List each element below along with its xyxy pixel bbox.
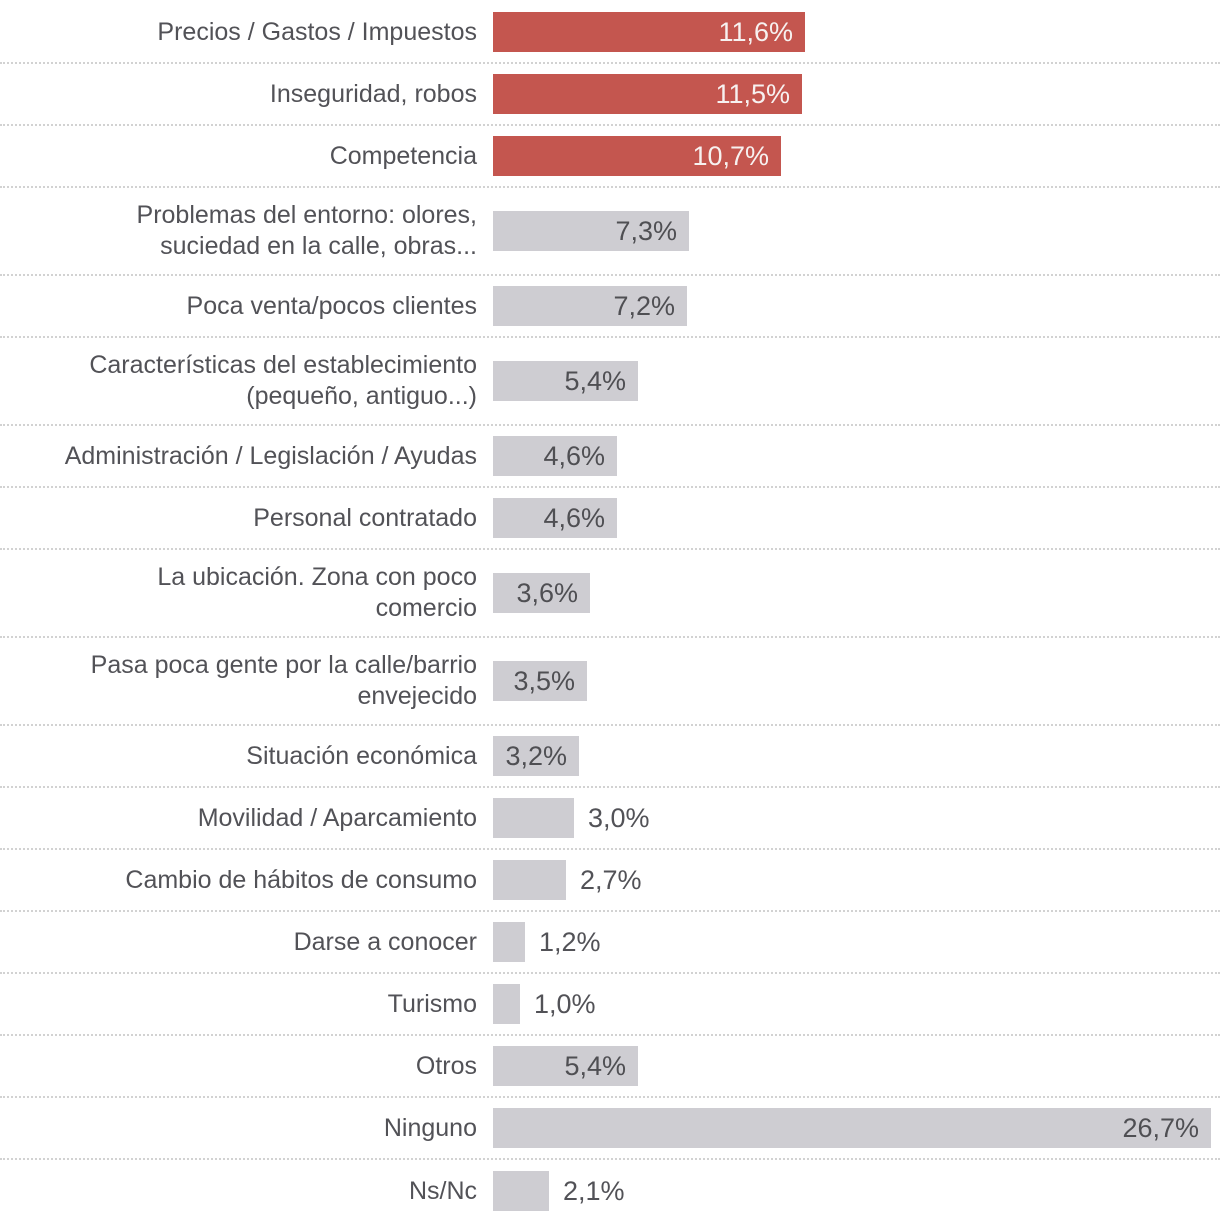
bar-track bbox=[493, 74, 1220, 114]
value-label: 3,2% bbox=[505, 741, 567, 771]
chart-row bbox=[0, 1036, 1220, 1098]
bar-track bbox=[493, 286, 1220, 326]
bar-track bbox=[493, 361, 1220, 401]
value-label: 2,7% bbox=[580, 865, 642, 895]
category-label: Darse a conocer bbox=[293, 927, 477, 956]
chart-row bbox=[0, 788, 1220, 850]
bar-track bbox=[493, 798, 1220, 838]
chart-row bbox=[0, 726, 1220, 788]
chart-row bbox=[0, 1160, 1220, 1222]
value-label: 4,6% bbox=[543, 503, 605, 533]
bar-track bbox=[493, 736, 1220, 776]
category-label: Personal contratado bbox=[253, 503, 477, 532]
bar bbox=[493, 984, 596, 1024]
category-label: La ubicación. Zona con poco comercio bbox=[157, 563, 477, 622]
value-label: 5,4% bbox=[564, 1051, 626, 1081]
category-label: Precios / Gastos / Impuestos bbox=[157, 17, 477, 46]
bar-track bbox=[493, 211, 1220, 251]
value-label: 3,6% bbox=[516, 578, 578, 608]
bar bbox=[493, 1171, 625, 1211]
value-label: 10,7% bbox=[692, 141, 769, 171]
value-label: 1,2% bbox=[539, 927, 601, 957]
bar bbox=[493, 798, 650, 838]
value-label: 5,4% bbox=[564, 366, 626, 396]
bar bbox=[493, 922, 601, 962]
bar-track bbox=[493, 860, 1220, 900]
category-label: Movilidad / Aparcamiento bbox=[197, 803, 477, 832]
category-label: Características del establecimiento (pequeño, antiguo...) bbox=[89, 351, 477, 410]
bar-track bbox=[493, 12, 1220, 52]
category-label: Turismo bbox=[387, 989, 477, 1018]
category-label: Poca venta/pocos clientes bbox=[186, 291, 477, 320]
chart-row bbox=[0, 426, 1220, 488]
category-label: Problemas del entorno: olores, suciedad en la calle, obras... bbox=[136, 201, 477, 260]
chart-row bbox=[0, 64, 1220, 126]
value-label: 11,6% bbox=[718, 17, 793, 47]
bar bbox=[493, 573, 590, 613]
category-label: Pasa poca gente por la calle/barrio envejecido bbox=[90, 651, 477, 710]
chart-row bbox=[0, 974, 1220, 1036]
value-label: 7,2% bbox=[613, 291, 675, 321]
category-label: Cambio de hábitos de consumo bbox=[125, 865, 477, 894]
category-label: Administración / Legislación / Ayudas bbox=[64, 441, 477, 470]
chart-row bbox=[0, 488, 1220, 550]
chart-row bbox=[0, 276, 1220, 338]
chart-row bbox=[0, 1098, 1220, 1160]
bar-track bbox=[493, 922, 1220, 962]
bar-track bbox=[493, 498, 1220, 538]
bar bbox=[493, 286, 687, 326]
bar bbox=[493, 661, 587, 701]
bar bbox=[493, 136, 781, 176]
bar-track bbox=[493, 1171, 1220, 1211]
chart-row bbox=[0, 638, 1220, 726]
bar-track bbox=[493, 136, 1220, 176]
bar bbox=[493, 436, 617, 476]
bar bbox=[493, 736, 579, 776]
bar bbox=[493, 1108, 1211, 1148]
value-label: 26,7% bbox=[1122, 1113, 1199, 1143]
category-label: Competencia bbox=[329, 141, 477, 170]
chart-row bbox=[0, 188, 1220, 276]
value-label: 3,0% bbox=[588, 803, 650, 833]
bar-track bbox=[493, 573, 1220, 613]
category-label: Inseguridad, robos bbox=[269, 79, 477, 108]
chart-row bbox=[0, 126, 1220, 188]
chart-row bbox=[0, 338, 1220, 426]
category-label: Otros bbox=[415, 1051, 477, 1080]
bar bbox=[493, 12, 805, 52]
bar bbox=[493, 74, 802, 114]
value-label: 11,5% bbox=[715, 79, 790, 109]
value-label: 4,6% bbox=[543, 441, 605, 471]
bar bbox=[493, 1046, 638, 1086]
bar bbox=[493, 860, 642, 900]
bar-track bbox=[493, 661, 1220, 701]
value-label: 1,0% bbox=[534, 989, 596, 1019]
category-label: Ninguno bbox=[383, 1113, 477, 1142]
bar-track bbox=[493, 1108, 1220, 1148]
chart-row bbox=[0, 550, 1220, 638]
bar-track bbox=[493, 436, 1220, 476]
category-label: Ns/Nc bbox=[408, 1176, 477, 1205]
chart-row bbox=[0, 850, 1220, 912]
value-label: 7,3% bbox=[615, 216, 677, 246]
value-label: 3,5% bbox=[513, 666, 575, 696]
chart-row bbox=[0, 912, 1220, 974]
chart-row bbox=[0, 2, 1220, 64]
value-label: 2,1% bbox=[563, 1176, 625, 1206]
category-label: Situación económica bbox=[246, 741, 477, 770]
bar bbox=[493, 498, 617, 538]
bar bbox=[493, 211, 689, 251]
bar-track bbox=[493, 984, 1220, 1024]
bar bbox=[493, 361, 638, 401]
bar-track bbox=[493, 1046, 1220, 1086]
